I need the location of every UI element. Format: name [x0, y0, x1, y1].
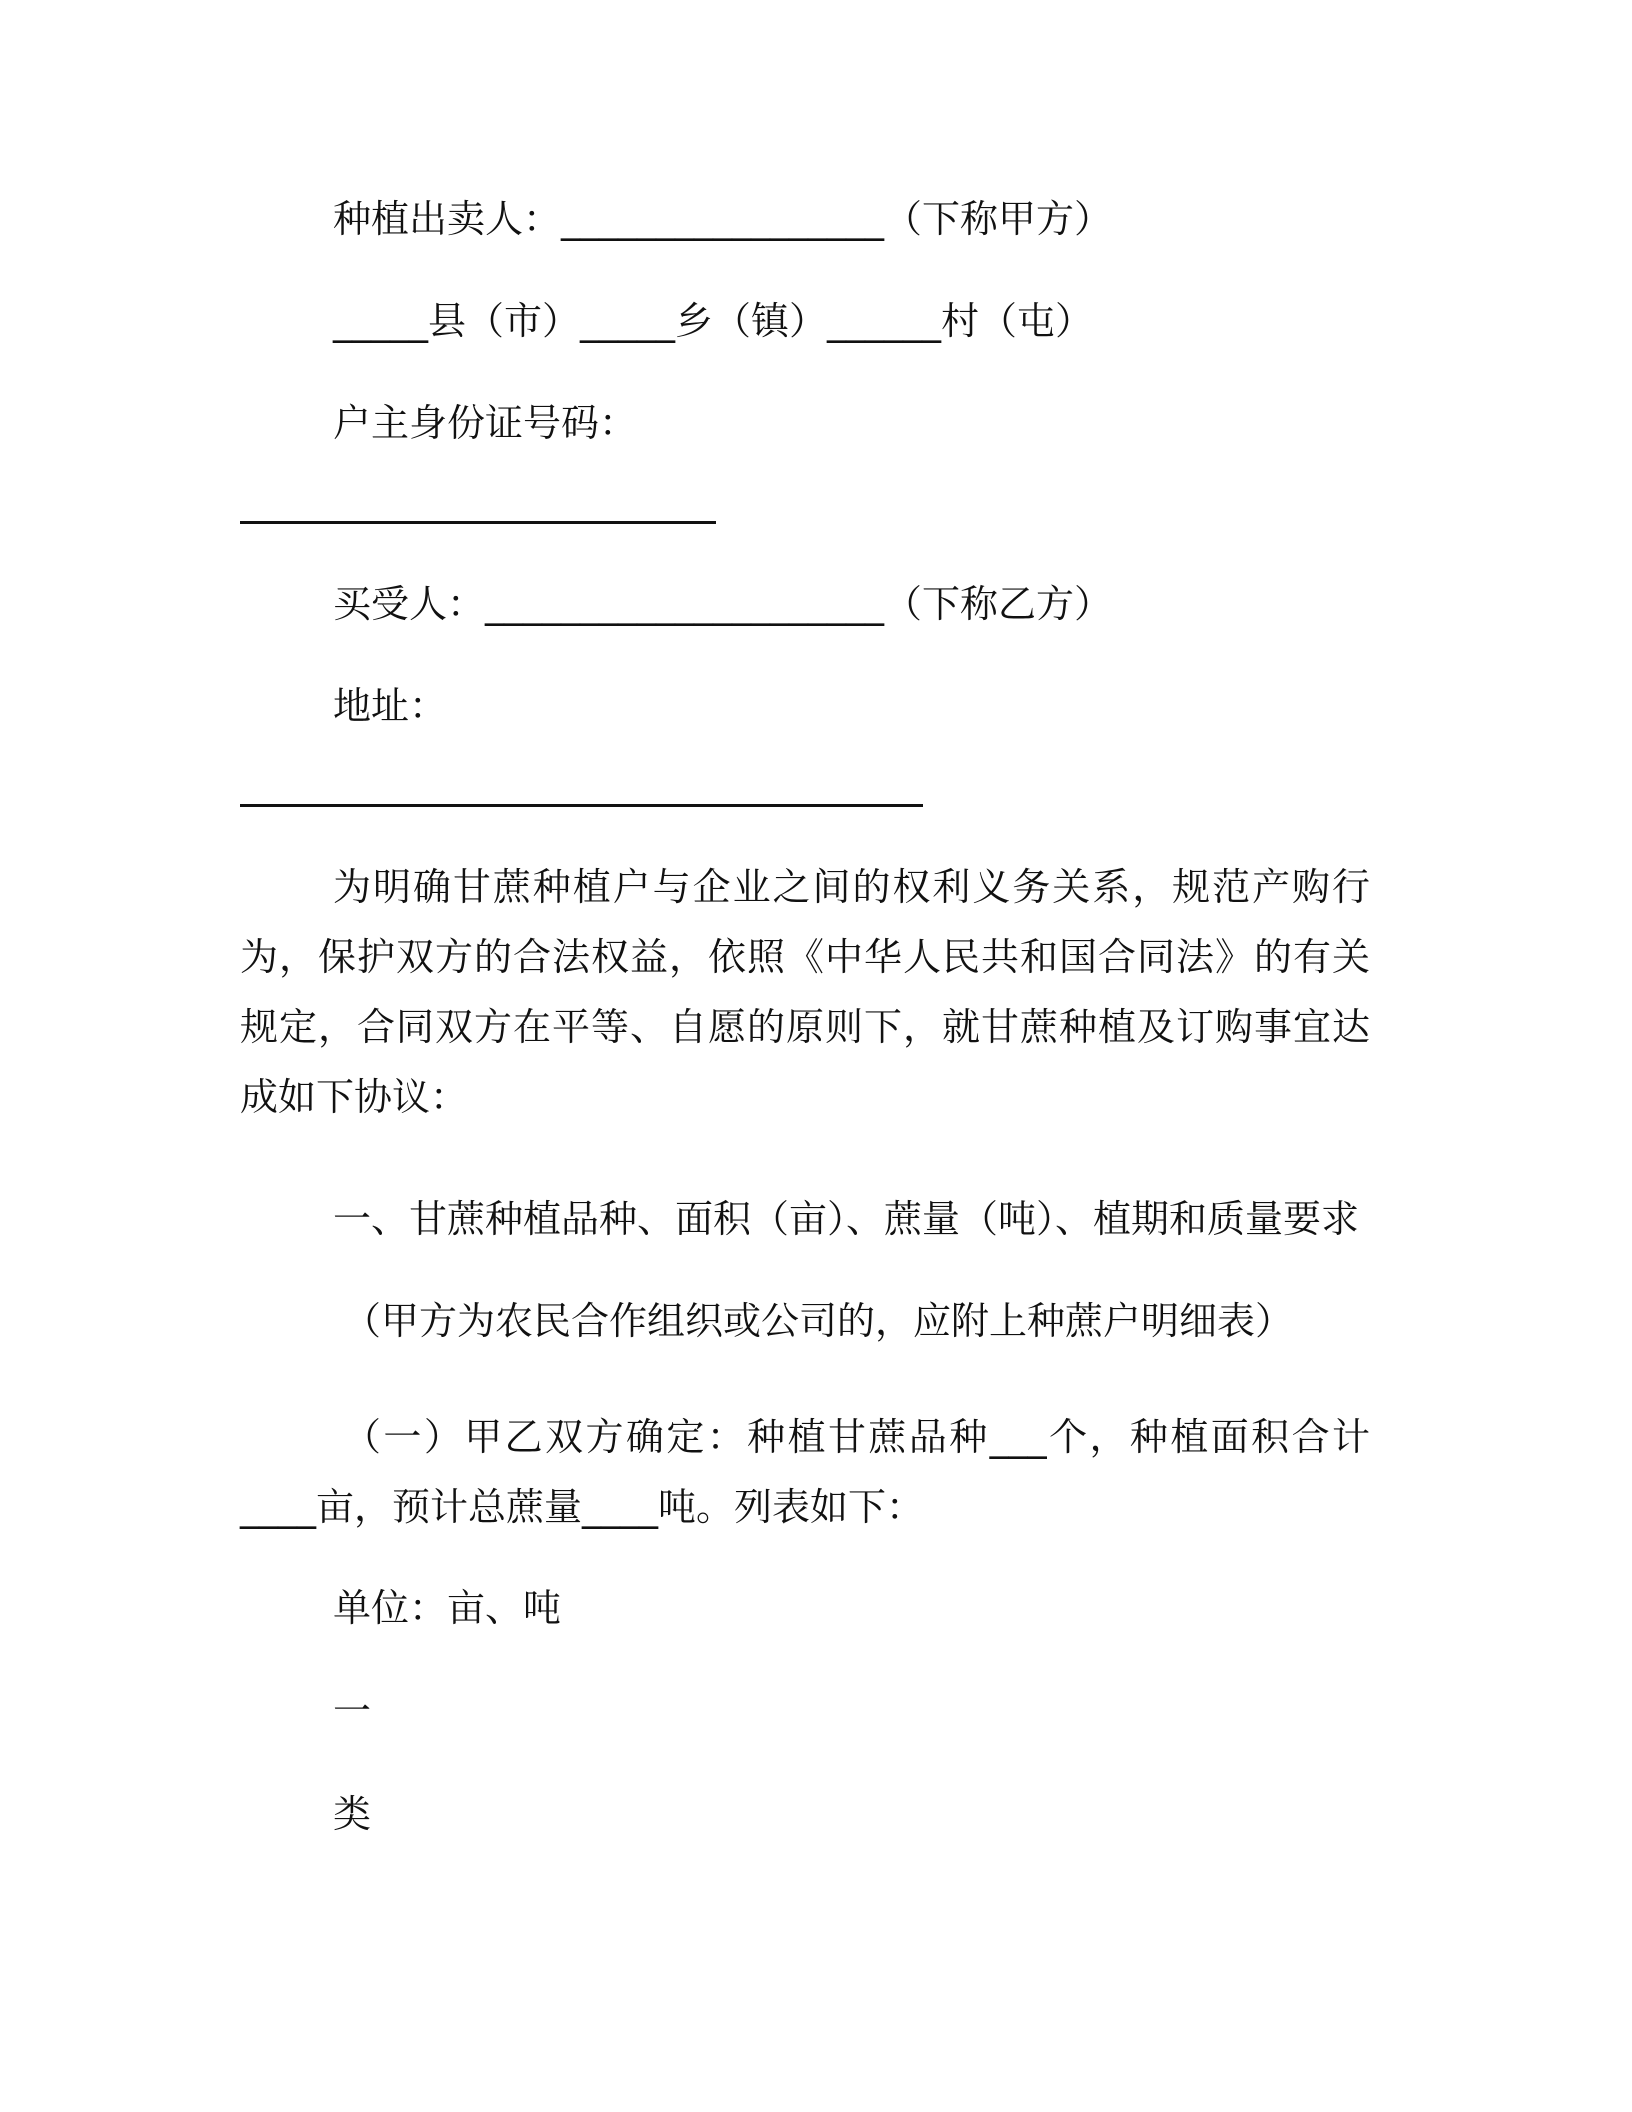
- table-fragment-char-2: 类: [333, 1792, 372, 1836]
- buyer-address-label: 地址：: [333, 684, 448, 728]
- clause-1-paragraph: （一）甲乙双方确定：种植甘蔗品种___个，种植面积合计____亩，预计总蔗量____吨。列表如下：: [240, 1415, 1370, 1529]
- section-1-heading: 一、甘蔗种植品种、面积（亩）、蔗量（吨）、植期和质量要求: [333, 1197, 1360, 1241]
- buyer-address-blank: [240, 804, 923, 807]
- unit-line: 单位：亩、吨: [333, 1586, 562, 1630]
- buyer-line: 买受人：_____________________（下称乙方）: [333, 582, 1113, 626]
- intro-paragraph: 为明确甘蔗种植户与企业之间的权利义务关系，规范产购行为，保护双方的合法权益，依照《中华人民共和国合同法》的有关规定，合同双方在平等、自愿的原则下，就甘蔗种植及订购事宜达成如下协议：: [240, 865, 1370, 1119]
- seller-address-line: _____县（市）_____乡（镇）______村（屯）: [333, 299, 1094, 343]
- table-fragment-char-1: 一: [333, 1689, 372, 1733]
- seller-line: 种植出卖人：_________________（下称甲方）: [333, 197, 1113, 241]
- id-number-blank: [240, 521, 716, 524]
- section-1-note: （甲方为农民合作组织或公司的，应附上种蔗户明细表）: [343, 1299, 1294, 1343]
- id-number-label: 户主身份证号码：: [333, 401, 638, 445]
